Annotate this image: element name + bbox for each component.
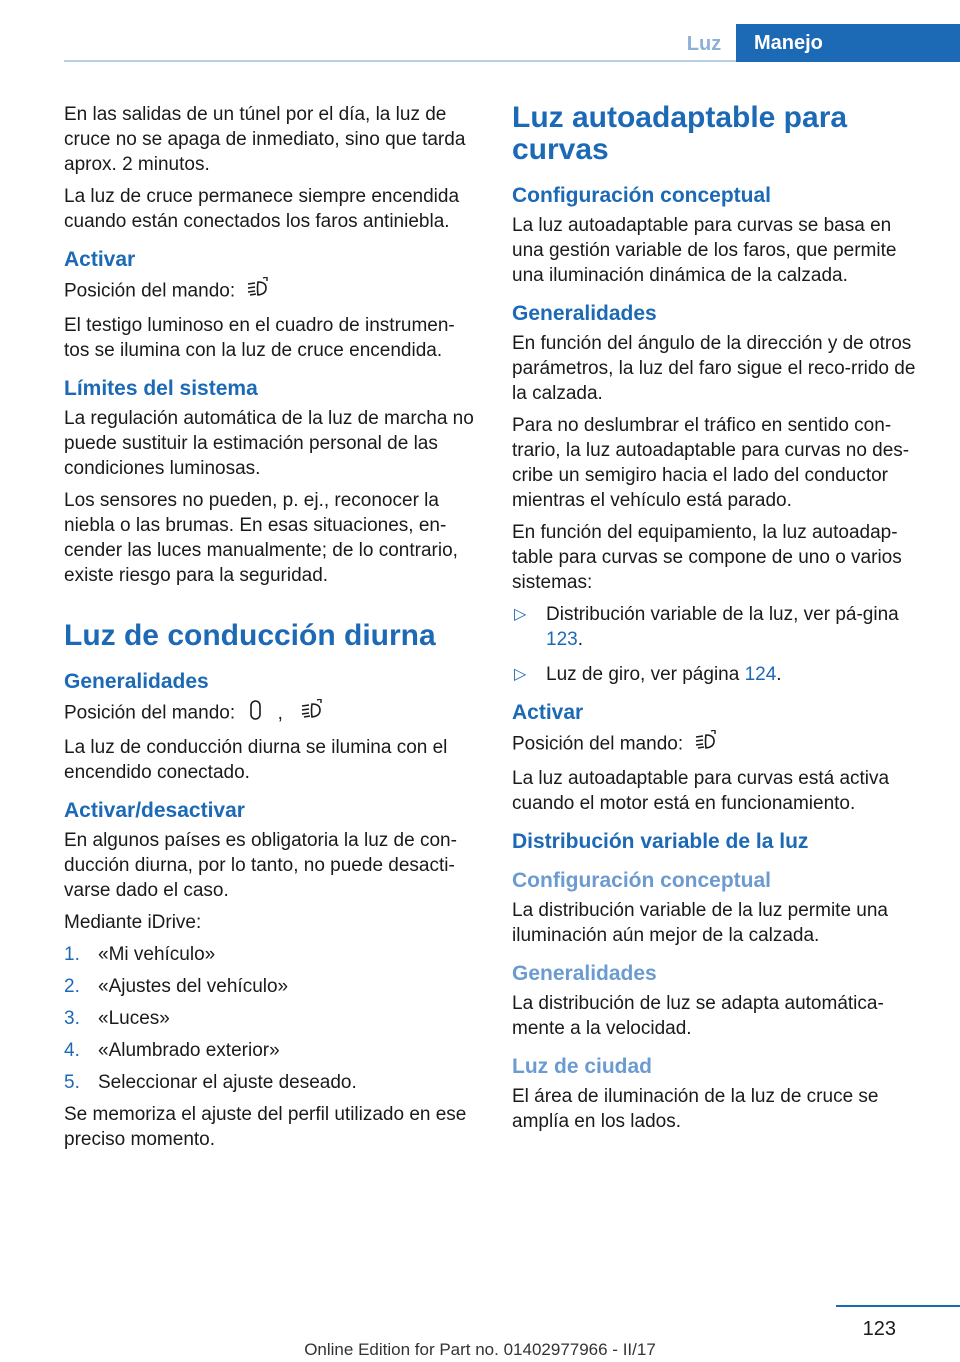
heading-distribucion: Distribución variable de la luz — [512, 830, 809, 853]
heading-configuracion: Configuración conceptual — [512, 184, 772, 207]
paragraph: La luz de cruce permanece siempre encendida cuando están conectados los faros antiniebla. — [64, 186, 460, 232]
step-number: 1. — [64, 944, 80, 965]
list-item — [64, 1070, 478, 1095]
paragraph: En algunos países es obligatoria la luz de con‐ducción diurna, por lo tanto, no puede desacti‐varse dado el caso. — [64, 830, 457, 901]
heading-luz-ciudad: Luz de ciudad — [512, 1055, 653, 1078]
bullet-text: Luz de giro, ver página — [546, 664, 740, 685]
heading-luz-diurna: Luz de conducción diurna — [64, 619, 436, 652]
step-number: 4. — [64, 1040, 80, 1061]
switch-position-label: Posición del mando: — [512, 733, 684, 755]
paragraph: El área de iluminación de la luz de cruce se amplía en los lados. — [512, 1086, 879, 1132]
step-number: 5. — [64, 1072, 80, 1093]
footer-edition: Online Edition for Part no. 01402977966 - II/17 — [304, 1340, 656, 1359]
auto-headlight-icon — [246, 277, 272, 306]
bullet-text: Distribución variable de la luz, ver pá‐gina — [546, 604, 899, 625]
paragraph: En función del ángulo de la dirección y de otros parámetros, la luz del faro sigue el reco‐rrido de la calzada. — [512, 333, 916, 404]
step-text: «Luces» — [98, 1008, 170, 1029]
step-text: «Mi vehículo» — [98, 944, 216, 965]
header-section: Luz — [686, 33, 722, 55]
systems-list — [512, 602, 926, 687]
left-column — [64, 102, 478, 1159]
heading-generalidades-2: Generalidades — [512, 962, 657, 985]
parking-light-icon — [246, 699, 266, 728]
bullet-triangle-icon: ▷ — [514, 606, 527, 623]
page-link-124[interactable]: 124 — [744, 664, 777, 685]
page-number-rule — [836, 1305, 960, 1307]
paragraph: La luz autoadaptable para curvas está activa cuando el motor está en funcionamiento. — [512, 768, 890, 814]
paragraph: Los sensores no pueden, p. ej., reconocer la niebla o las brumas. En esas situaciones, en‐cender las luces manualmente; de lo contrario, existe riesgo para la seguridad. — [64, 490, 458, 586]
bullet-triangle-icon: ▷ — [514, 666, 527, 683]
step-number: 3. — [64, 1008, 80, 1029]
comma: , — [277, 702, 283, 724]
heading-generalidades: Generalidades — [512, 302, 657, 325]
page-link-123[interactable]: 123 — [546, 629, 578, 650]
switch-position-label: Posición del mando: — [64, 702, 236, 724]
heading-activar-desactivar: Activar/desactivar — [64, 799, 245, 822]
paragraph: La distribución variable de la luz permite una iluminación aún mejor de la calzada. — [512, 900, 888, 946]
heading-generalidades: Generalidades — [64, 670, 209, 693]
auto-headlight-icon — [300, 699, 326, 728]
page-number: 123 — [862, 1318, 896, 1340]
right-column — [512, 102, 926, 1141]
heading-activar: Activar — [512, 701, 584, 724]
paragraph: La luz autoadaptable para curvas se basa en una gestión variable de los faros, que permite una iluminación dinámica de la calzada. — [512, 215, 897, 286]
paragraph: Para no deslumbrar el tráfico en sentido con‐trario, la luz autoadaptable para curvas no des‐cribe un semigiro hacia el lado del conductor mientras el vehículo está parado. — [512, 415, 910, 511]
paragraph: La regulación automática de la luz de marcha no puede sustituir la estimación personal de las condiciones luminosas. — [64, 408, 474, 479]
paragraph: En función del equipamiento, la luz autoadap‐table para curvas se compone de uno o varios sistemas: — [512, 522, 902, 593]
step-text: Seleccionar el ajuste deseado. — [98, 1072, 357, 1093]
step-text: «Alumbrado exterior» — [98, 1040, 280, 1061]
period: . — [776, 664, 782, 685]
header-chapter-tab: Manejo — [736, 24, 960, 62]
heading-luz-curvas: Luz autoadaptable para curvas — [512, 101, 848, 166]
list-item — [64, 1006, 478, 1031]
list-item — [512, 662, 926, 687]
step-number: 2. — [64, 976, 80, 997]
paragraph: La distribución de luz se adapta automática‐mente a la velocidad. — [512, 993, 884, 1039]
period: . — [577, 629, 583, 650]
list-item — [64, 942, 478, 967]
switch-position-line — [64, 699, 478, 728]
auto-headlight-icon — [694, 730, 720, 759]
heading-activar: Activar — [64, 248, 136, 271]
list-item — [512, 602, 926, 652]
heading-configuracion-2: Configuración conceptual — [512, 869, 772, 892]
list-item — [64, 974, 478, 999]
paragraph: En las salidas de un túnel por el día, la luz de cruce no se apaga de inmediato, sino que tarda aprox. 2 minutos. — [64, 104, 466, 175]
paragraph: El testigo luminoso en el cuadro de instrumen‐tos se ilumina con la luz de cruce encendida. — [64, 315, 455, 361]
paragraph: Se memoriza el ajuste del perfil utilizado en ese preciso momento. — [64, 1104, 467, 1150]
step-text: «Ajustes del vehículo» — [98, 976, 289, 997]
paragraph: La luz de conducción diurna se ilumina con el encendido conectado. — [64, 737, 448, 783]
heading-limites: Límites del sistema — [64, 377, 258, 400]
switch-position-label: Posición del mando: — [64, 280, 236, 302]
switch-position-line — [64, 277, 478, 306]
switch-position-line — [512, 730, 926, 759]
idrive-steps — [64, 942, 478, 1095]
paragraph: Mediante iDrive: — [64, 912, 202, 933]
list-item — [64, 1038, 478, 1063]
